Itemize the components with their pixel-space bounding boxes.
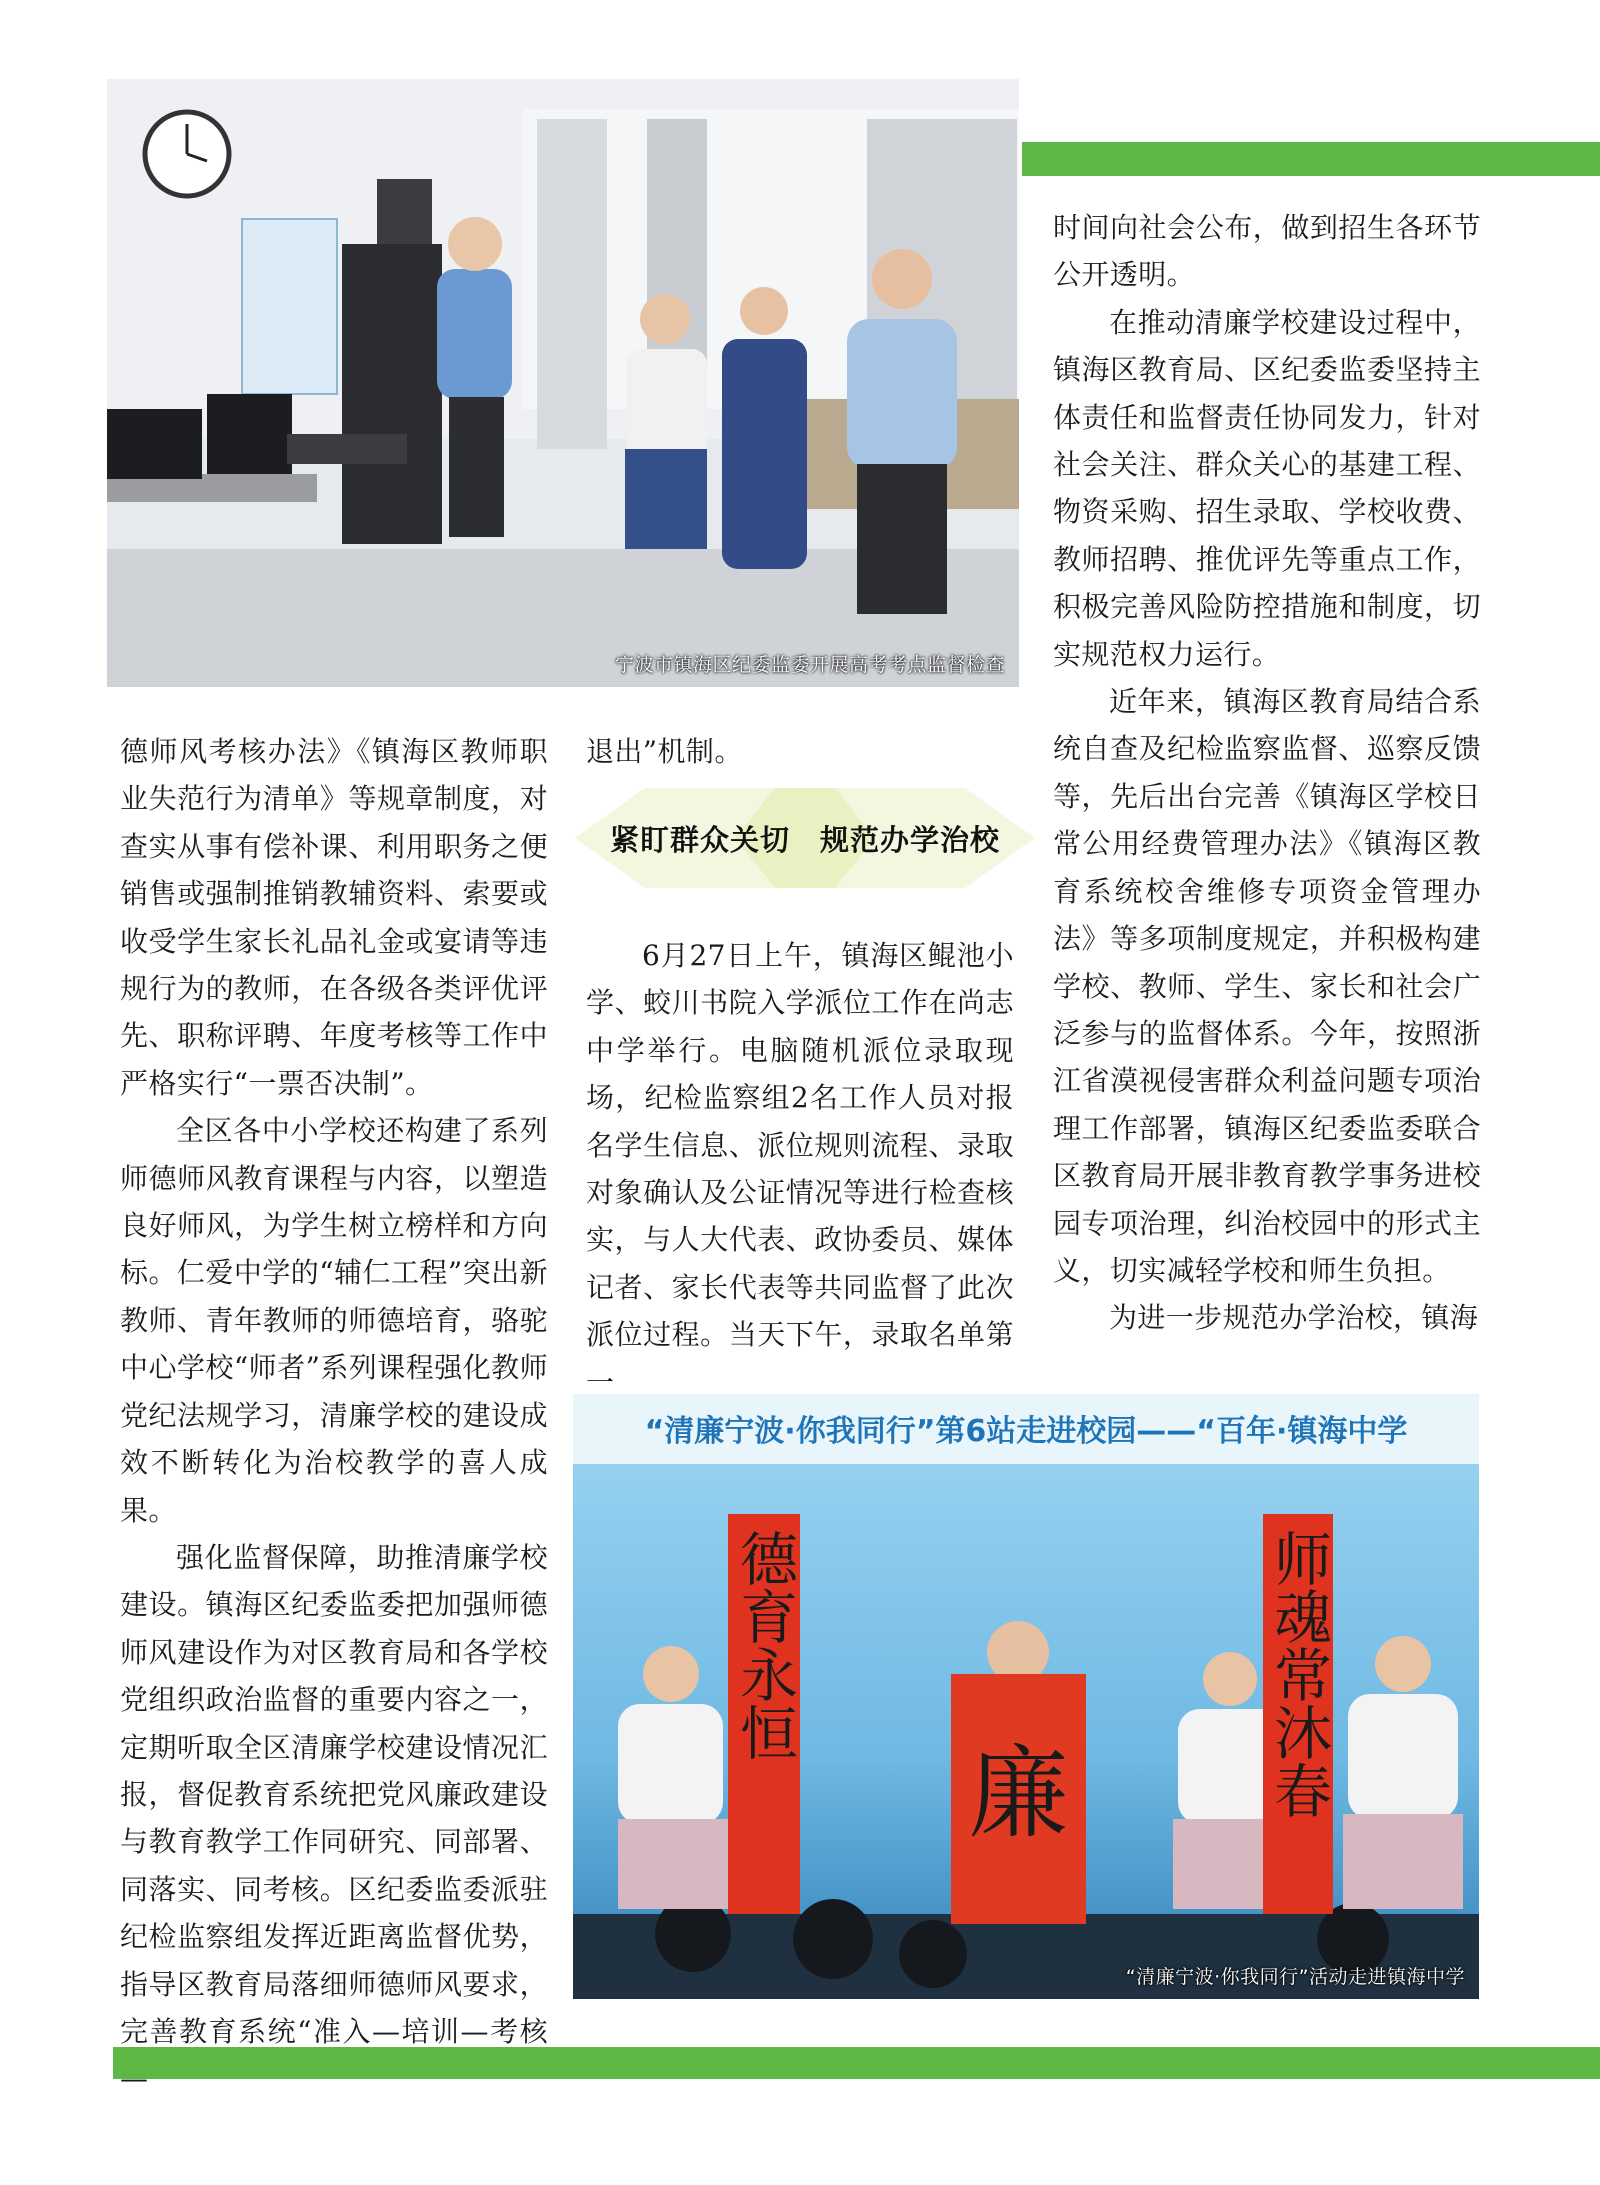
paragraph: 近年来，镇海区教育局结合系统自查及纪检监察监督、巡察反馈等，先后出台完善《镇海区学校日常公用经费管理办法》《镇海区教育系统校舍维修专项资金管理办法》等多项制度规定，并积极构建学校、教师、学生、家长和社会广泛参与的监督体系。今年，按照浙江省漠视侵害群众利益问题专项治理工作部署，镇海区纪委监委联合区教育局开展非教育教学事务进校园专项治理，纠治校园中的形式主义，切实减轻学校和师生负担。 <box>1053 685 1481 1287</box>
inspection-photo-caption: 宁波市镇海区纪委监委开展高考考点监督检查 <box>614 654 1005 676</box>
text-column-middle <box>586 932 1014 1406</box>
event-photo <box>573 1394 1479 1999</box>
text-column-right <box>1053 204 1481 1342</box>
event-photo-illustration <box>573 1394 1479 1999</box>
paragraph: 退出”机制。 <box>586 735 743 768</box>
paragraph: 全区各中小学校还构建了系列师德师风教育课程与内容，以塑造良好师风，为学生树立榜样和方向标。仁爱中学的“辅仁工程”突出新教师、青年教师的师德培育，骆驼中心学校“师者”系列课程强化教师党纪法规学习，清廉学校的建设成效不断转化为治校教学的喜人成果。 <box>120 1114 548 1527</box>
top-green-bar <box>1022 142 1600 176</box>
inspection-photo-illustration <box>107 79 1019 687</box>
text-column-middle-top <box>586 728 1014 775</box>
section-heading <box>575 788 1035 888</box>
couplet-right-text: 师魂常沐春 <box>1264 1529 1332 1819</box>
paragraph: 为进一步规范办学治校，镇海 <box>1109 1301 1479 1335</box>
paragraph: 德师风考核办法》《镇海区教师职业失范行为清单》等规章制度，对查实从事有偿补课、利用职务之便销售或强制推销教辅资料、索要或收受学生家长礼品礼金或宴请等违规行为的教师，在各级各类评优评先、职称评聘、年度考核等工作中严格实行“一票否决制”。 <box>120 735 548 1100</box>
inspection-photo <box>107 79 1019 687</box>
paragraph: 强化监督保障，助推清廉学校建设。镇海区纪委监委把加强师德师风建设作为对区教育局和各学校党组织政治监督的重要内容之一，定期听取全区清廉学校建设情况汇报，督促教育系统把党风廉政建设与教育教学工作同研究、同部署、同落实、同考核。区纪委监委派驻纪检监察组发挥近距离监督优势，指导区教育局落细师德师风要求，完善教育系统“准入—培训—考核— <box>120 1540 548 2096</box>
event-photo-caption: “清廉宁波·你我同行”活动走进镇海中学 <box>1125 1966 1465 1988</box>
couplet-center-text: 廉 <box>968 1735 1069 1852</box>
paragraph: 6月27日上午，镇海区鲲池小学、蛟川书院入学派位工作在尚志中学举行。电脑随机派位录取现场，纪检监察组2名工作人员对报名学生信息、派位规则流程、录取对象确认及公证情况等进行检查核实，与人大代表、政协委员、媒体记者、家长代表等共同监督了此次派位过程。当天下午，录取名单第一 <box>586 939 1014 1399</box>
event-banner-text: “清廉宁波·你我同行”第6站走进校园——“百年·镇海中学 <box>644 1414 1408 1449</box>
couplet-left-text: 德育永恒 <box>730 1529 798 1761</box>
text-column-left <box>120 728 548 2103</box>
paragraph: 时间向社会公布，做到招生各环节公开透明。 <box>1053 211 1481 292</box>
section-heading-text: 紧盯群众关切 规范办学治校 <box>609 823 1000 857</box>
paragraph: 在推动清廉学校建设过程中，镇海区教育局、区纪委监委坚持主体责任和监督责任协同发力，针对社会关注、群众关心的基建工程、物资采购、招生录取、学校收费、教师招聘、推优评先等重点工作，积极完善风险防控措施和制度，切实规范权力运行。 <box>1053 305 1481 671</box>
